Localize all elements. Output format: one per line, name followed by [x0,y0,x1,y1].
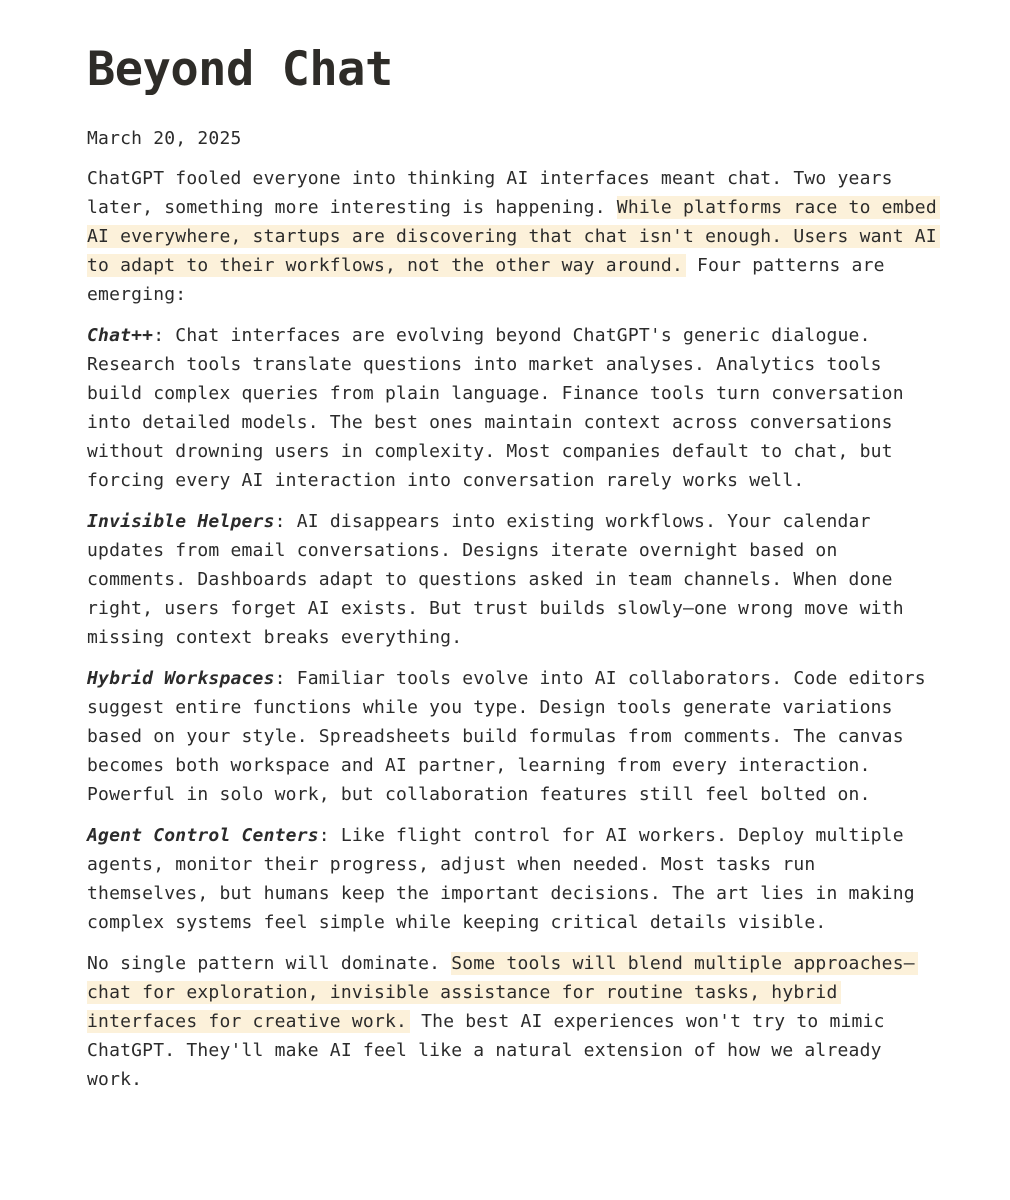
conclusion-paragraph [87,949,937,1094]
pattern-term: Invisible Helpers [87,511,275,532]
conclusion-highlight: Some tools will blend multiple approaches—chat for exploration, invisible assistance for routine tasks, hybrid interfaces for creative work. [87,952,918,1033]
pattern-term: Agent Control Centers [87,825,319,846]
pattern-text: : Chat interfaces are evolving beyond ChatGPT's generic dialogue. Research tools translate questions into market analyses. Analytics tools build complex queries from plain language. Finance tools turn conversation into detailed models. The best ones maintain context across conversations without drowning users in complexity. Most companies default to chat, but forcing every AI interaction into conversation rarely works well. [87,325,904,491]
conclusion-text-end: The best AI experiences won't try to mimic ChatGPT. They'll make AI feel like a natural extension of how we already work. [87,1011,885,1090]
pattern-term: Chat++ [87,325,154,346]
page-title: Beyond Chat [87,42,393,97]
pattern-text: : Like flight control for AI workers. Deploy multiple agents, monitor their progress, adjust when needed. Most tasks run themselves, but humans keep the important decisions. The art lies in making complex systems feel simple while keeping critical details visible. [87,825,915,933]
publish-date: March 20, 2025 [87,128,242,149]
pattern-paragraph-agent-control-centers [87,821,937,937]
conclusion-text: No single pattern will dominate. [87,953,452,974]
pattern-paragraph-chat-plus-plus [87,321,937,495]
pattern-text: : Familiar tools evolve into AI collaborators. Code editors suggest entire functions while you type. Design tools generate variations based on your style. Spreadsheets build formulas from comments. The canvas becomes both workspace and AI partner, learning from every interaction. Powerful in solo work, but collaboration features still feel bolted on. [87,668,926,805]
pattern-text: : AI disappears into existing workflows. Your calendar updates from email conversations. Designs iterate overnight based on comments. Dashboards adapt to questions asked in team channels. When done right, users forget AI exists. But trust builds slowly—one wrong move with missing context breaks everything. [87,511,904,648]
pattern-paragraph-hybrid-workspaces [87,664,937,809]
intro-paragraph [87,164,937,309]
pattern-paragraph-invisible-helpers [87,507,937,652]
article [87,40,937,1094]
intro-text: ChatGPT fooled everyone into thinking AI interfaces meant chat. Two years later, something more interesting is happening. [87,168,893,218]
intro-text-end: Four patterns are emerging: [87,255,885,305]
pattern-term: Hybrid Workspaces [87,668,275,689]
intro-highlight: While platforms race to embed AI everywhere, startups are discovering that chat isn't enough. Users want AI to adapt to their workflows, not the other way around. [87,196,940,277]
